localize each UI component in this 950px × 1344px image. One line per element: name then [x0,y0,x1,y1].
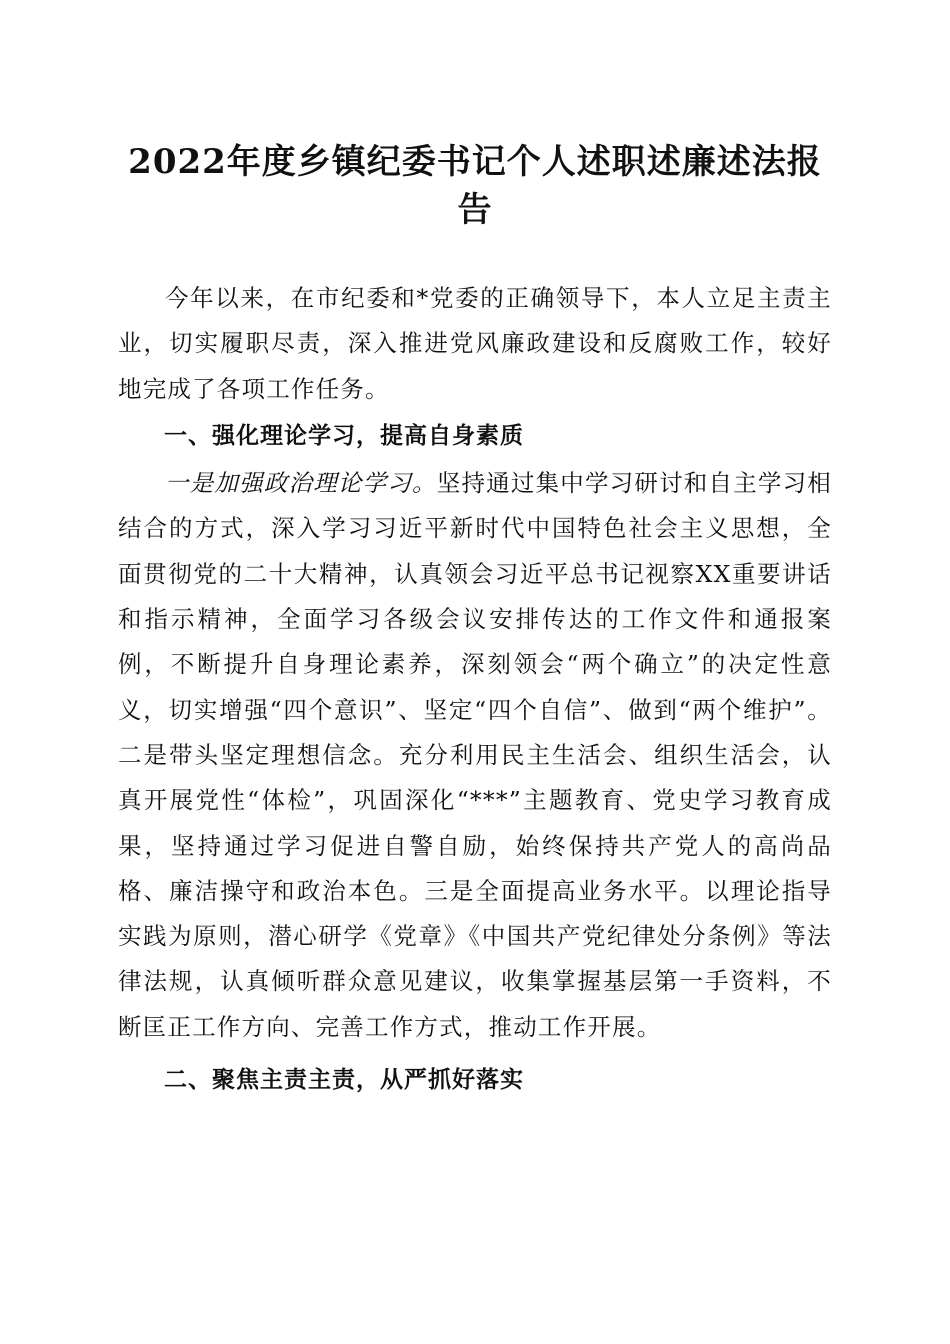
intro-paragraph: 今年以来，在市纪委和*党委的正确领导下，本人立足主责主业，切实履职尽责，深入推进党风廉政建设和反腐败工作，较好地完成了各项工作任务。 [118,284,832,403]
section-1-paragraph [118,461,832,1050]
section-heading-2: 二、聚焦主责主责，从严抓好落实 [164,1067,524,1094]
document-title: 2022年度乡镇纪委书记个人述职述廉述法报告 [128,142,822,230]
section-1-lead-in: 一是加强政治理论学习。 [165,469,437,498]
document-body [118,276,832,1105]
section-1-body-text: 坚持通过集中学习研讨和自主学习相结合的方式，深入学习习近平新时代中国特色社会主义思想，全面贯彻党的二十大精神，认真领会习近平总书记视察XX重要讲话和指示精神，全面学习各级会议安排传达的工作文件和通报案例，不断提升自身理论素养，深刻领会“两个确立”的决定性意义，切实增强“四个意识”、坚定“四个自信”、做到“两个维护”。二是带头坚定理想信念。充分利用民主生活会、组织生活会，认真开展党性“体检”，巩固深化“***”主题教育、党史学习教育成果，坚持通过学习促进自警自励，始终保持共产党人的高尚品格、廉洁操守和政治本色。三是全面提高业务水平。以理论指导实践为原则，潜心研学《党章》《中国共产党纪律处分条例》等法律法规，认真倾听群众意见建议，收集掌握基层第一手资料，不断匡正工作方向、完善工作方式，推动工作开展。 [118,469,833,1041]
section-heading-1: 一、强化理论学习，提高自身素质 [164,422,524,449]
